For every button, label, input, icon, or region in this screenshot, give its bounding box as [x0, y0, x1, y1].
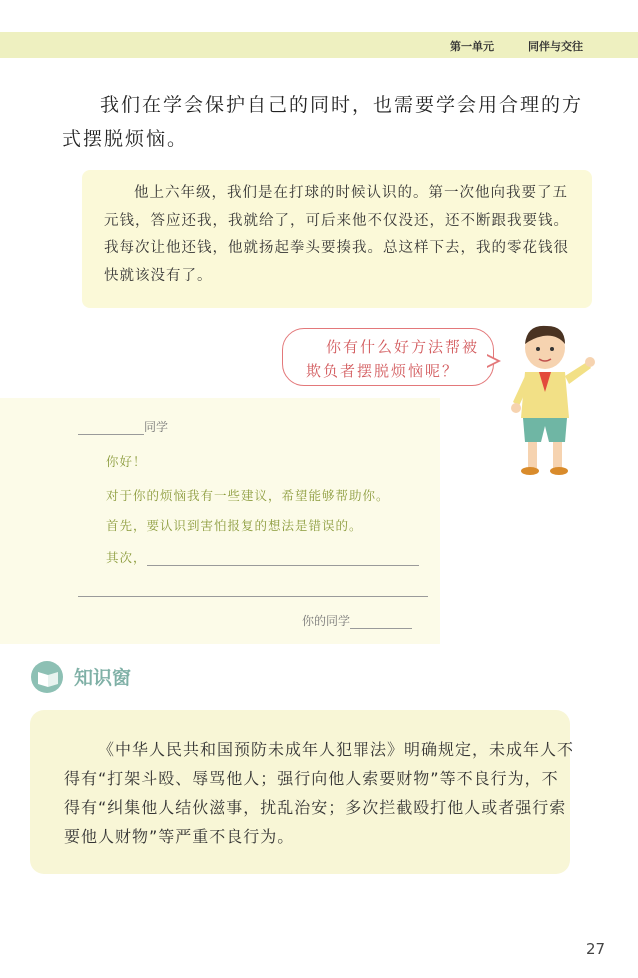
book-icon — [30, 660, 68, 694]
answer-blank-1[interactable] — [147, 551, 419, 566]
page-number: 27 — [586, 940, 606, 958]
letter-line-1: 对于你的烦恼我有一些建议，希望能够帮助你。 — [106, 488, 390, 503]
letter-greeting: 你好！ — [106, 454, 147, 469]
intro-paragraph: 我们在学会保护自己的同时，也需要学会用合理的方式摆脱烦恼。 — [62, 94, 584, 150]
letter-recipient — [78, 418, 168, 435]
knowledge-text: 《中华人民共和国预防未成年人犯罪法》明确规定，未成年人不得有“打架斗殴、辱骂他人；强行向他人索要财物”等不良行为，不得有“纠集他人结伙滋事，扰乱治安；多次拦截殴打他人或者强行索要他人财物”等严重不良行为。 — [64, 740, 575, 846]
boy-illustration — [495, 318, 595, 480]
bubble-question-line1: 你有什么好方法帮被 — [326, 338, 480, 356]
knowledge-window-title: 知识窗 — [74, 667, 132, 689]
signature-label: 你的同学 — [302, 614, 351, 628]
topic-label: 同伴与交往 — [528, 40, 583, 53]
bubble-question-line2: 欺负者摆脱烦恼呢？ — [306, 362, 460, 380]
recipient-blank[interactable] — [78, 420, 144, 435]
letter-line-3-label: 其次， — [106, 550, 147, 565]
unit-label: 第一单元 — [450, 40, 494, 53]
story-paragraph: 他上六年级，我们是在打球的时候认识的。第一次他向我要了五元钱，答应还我，我就给了，可后来他不仅没还，还不断跟我要钱。我每次让他还钱，他就扬起拳头要揍我。总这样下去，我的零花钱很快就该没有了。 — [104, 185, 569, 284]
letter-line-2: 首先，要认识到害怕报复的想法是错误的。 — [106, 518, 363, 533]
letter-line-3 — [106, 548, 419, 566]
letter-signature — [302, 612, 412, 629]
answer-blank-2[interactable] — [78, 596, 428, 597]
signature-blank[interactable] — [350, 614, 412, 629]
recipient-suffix: 同学 — [144, 420, 169, 434]
